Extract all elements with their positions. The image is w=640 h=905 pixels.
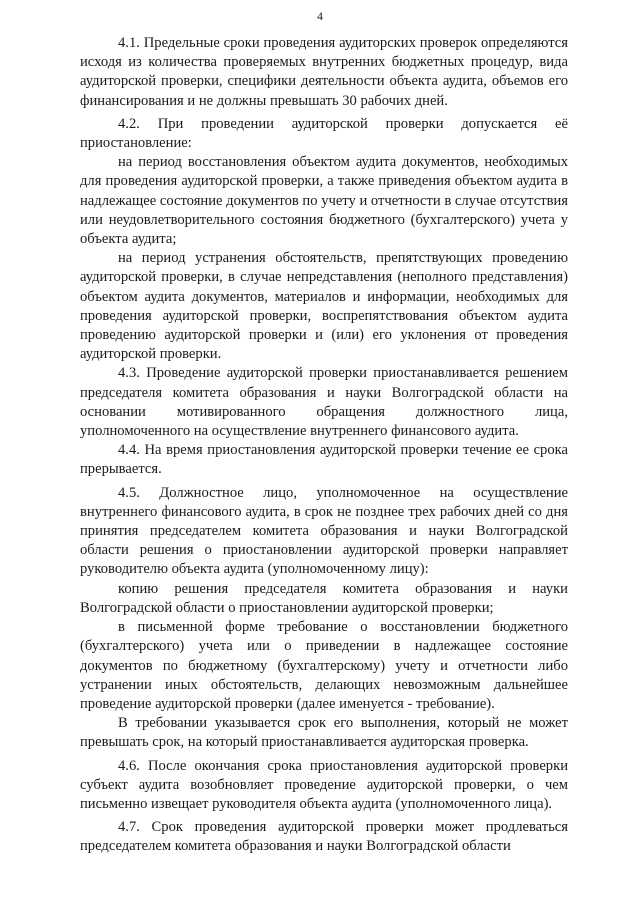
paragraph-4-5: 4.5. Должностное лицо, уполномоченное на осуществление внутреннего финансового аудита, в срок не позднее трех рабочих дней со дня принятия председателем комитета образования и науки Волгоградской области решения о приостановлении аудиторской проверки направляет руководителю объекта аудита (уполномоченному лицу): — [80, 484, 568, 578]
paragraph-4-7: 4.7. Срок проведения аудиторской проверки может продлеваться председателем комитета образования и науки Волгоградской области — [80, 819, 568, 855]
page-number: 4 — [317, 9, 323, 23]
document-body — [80, 0, 568, 857]
list-item-written-requirement: в письменной форме требование о восстановлении бюджетного (бухгалтерского) учета или о приведении в надлежащее состояние документов по бюджетному (бухгалтерскому) учету и отчетности либо устранении иных обстоятельств, делающих невозможным дальнейшее проведение аудиторской проверки (далее именуется - требование). — [80, 619, 568, 712]
list-item-decision-copy: копию решения председателя комитета образования и науки Волгоградской области о приостановлении аудиторской проверки; — [80, 580, 568, 616]
paragraph-4-3: 4.3. Проведение аудиторской проверки приостанавливается решением председателя комитета образования и науки Волгоградской области на основании мотивированного обращения должностного лица, уполномоченного на осуществление внутреннего финансового аудита. — [80, 365, 568, 440]
paragraph-4-4: 4.4. На время приостановления аудиторской проверки течение ее срока прерывается. — [80, 442, 568, 478]
paragraph-4-2: 4.2. При проведении аудиторской проверки допускается её приостановление: — [80, 115, 568, 152]
paragraph-requirement-deadline: В требовании указывается срок его выполнения, который не может превышать срок, на который приостанавливается аудиторская проверка. — [80, 715, 568, 751]
paragraph-4-1: 4.1. Предельные сроки проведения аудиторских проверок определяются исходя из количества проверяемых внутренних бюджетных процедур, вида аудиторской проверки, специфики деятельности объекта аудита, объемов его финансирования и не должны превышать 30 рабочих дней. — [80, 35, 568, 109]
list-item-obstacles-period: на период устранения обстоятельств, препятствующих проведению аудиторской проверки, в случае непредставления (неполного представления) объектом аудита документов, материалов и информации, необходимых для проведения аудиторской проверки, воспрепятствования объектом аудита проведению аудиторской проверки и (или) его уклонения от проведения аудиторской проверки. — [80, 250, 568, 363]
list-item-restoration-period: на период восстановления объектом аудита документов, необходимых для проведения аудиторской проверки, а также приведения объектом аудита в надлежащее состояние документов по учету и отчетности в случае отсутствия или неудовлетворительного состояния бюджетного (бухгалтерского) учета у объекта аудита; — [80, 154, 568, 248]
paragraph-4-6: 4.6. После окончания срока приостановления аудиторской проверки субъект аудита возобновляет проведение аудиторской проверки, о чем письменно извещает руководителя объекта аудита (уполномоченного лица). — [80, 757, 568, 812]
